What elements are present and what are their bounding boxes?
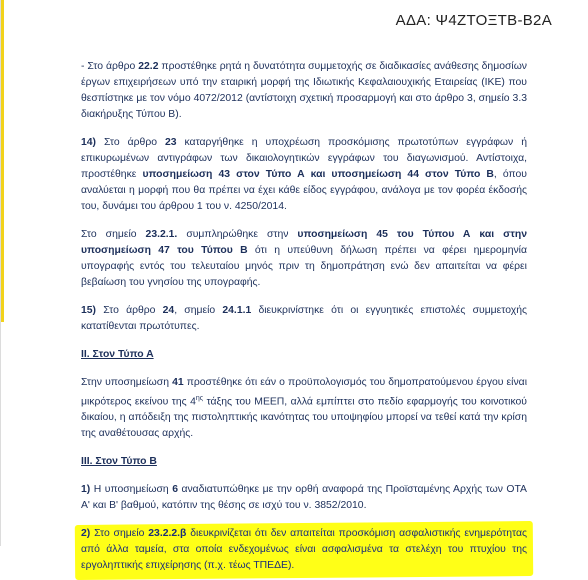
highlighted-paragraph [81, 526, 527, 574]
left-margin-bar [1, 0, 4, 322]
paragraph-point-23-2-1: Στο σημείο 23.2.1. συμπληρώθηκε στην υποσημείωση 45 του Τύπου Α και στην υποσημείωση 47 του Τύπου Β ότι η υπεύθυνη δήλωση πρέπει να φέρει ημερομηνία υπογραφής εντός του τελευταίου μηνός πριν τη δημοπράτηση ενώ δεν απαιτείται να φέρει βεβαίωση του γνησίου της υπογραφής. [81, 229, 527, 288]
paragraph-item-14: 14) Στο άρθρο 23 καταργήθηκε η υποχρέωση προσκόμισης πρωτοτύπων εγγράφων ή επικυρωμένων αντιγράφων των δικαιολογητικών εγγράφων του διαγωνισμού. Αντίστοιχα, προστέθηκε υποσημείωση 43 στον Τύπο Α και υποσημείωση 44 στον Τύπο Β, όπου αναλύεται η μορφή που θα πρέπει να έχει κάθε είδος εγγράφου, ανάλογα με τον φορέα έκδοσής του, δυνάμει του άρθρου 1 του ν. 4250/2014. [81, 137, 527, 212]
document-body [81, 59, 527, 574]
paragraph-footnote-41: Στην υποσημείωση 41 προστέθηκε ότι εάν ο προϋπολογισμός του δημοπρατούμενου έργου είναι μικρότερος εκείνου της $4^{\eta\varsigma}$ τάξης του ΜΕΕΠ, αλλά εμπίπτει στο πεδίο εφαρμογής του κοινοτικού δικαίου, η απόδειξη της πιστοληπτικής ικανότητας του υποψηφίου μπορεί να τεθεί κατά την κρίση της αναθέτουσας αρχής. [81, 377, 527, 440]
section-heading-type-a: ΙΙ. Στον Τύπο Α [81, 349, 154, 360]
paragraph-item-1-footnote-6: 1) Η υποσημείωση 6 αναδιατυπώθηκε με την ορθή αναφορά της Προϊσταμένης Αρχής των ΟΤΑ Α' και Β' βαθμού, κατόπιν της θέσης σε ισχύ του ν. 3852/2010. [81, 484, 527, 512]
paragraph-article-22-2: - Στο άρθρο 22.2 προστέθηκε ρητά η δυνατότητα συμμετοχής σε διαδικασίες ανάθεσης δημοσίων έργων επιχειρήσεων υπό την εταιρική μορφή της Ιδιωτικής Κεφαλαιουχικής Εταιρείας (ΙΚΕ) που θεσπίστηκε με τον νόμο 4072/2012 (αντίστοιχη σχετική προσαρμογή και στο άρθρο 3, σημείο 3.3 διακήρυξης Τύπου Β). [81, 61, 528, 120]
section-heading-type-b: ΙΙΙ. Στον Τύπο Β [81, 456, 157, 468]
paragraph-item-2-point-23-2-2-b: 2) Στο σημείο 23.2.2.β διευκρινίζεται ότι δεν απαιτείται προσκόμιση ασφαλιστικής ενημερότητας από άλλα ταμεία, στα οποία ενδεχομένως είναι ασφαλισμένα τα στελέχη του πτυχίου της εργοληπτικής επιχείρησης (π.χ. τέως ΤΠΕΔΕ). [81, 528, 527, 572]
ada-code: ΑΔΑ: Ψ4ΖΤΟΞΤΒ-Β2Α [395, 12, 552, 29]
paragraph-item-15: 15) Στο άρθρο 24, σημείο 24.1.1 διευκρινίστηκε ότι οι εγγυητικές επιστολές συμμετοχής κατατίθενται πρωτότυπες. [81, 305, 527, 332]
